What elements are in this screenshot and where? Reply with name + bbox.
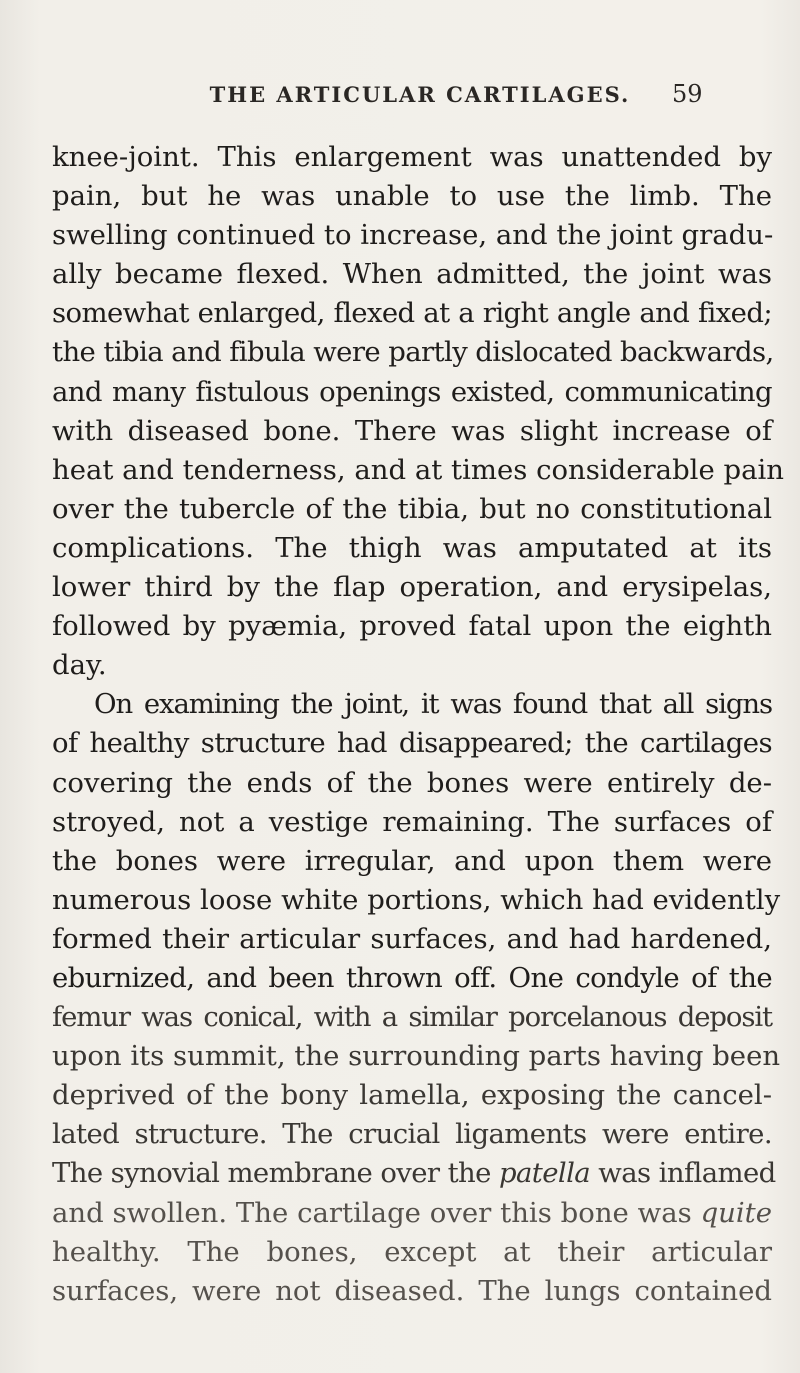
text-line: ally became flexed. When admitted, the joint was [52, 258, 772, 291]
text-line: and many fistulous openings existed, communicating [52, 375, 772, 408]
text-line [52, 1154, 776, 1193]
text-line: swelling continued to increase, and the joint gradu- [52, 219, 774, 252]
text-line: healthy. The bones, except at their articular [52, 1235, 772, 1268]
text-line: complications. The thigh was amputated at its [52, 531, 772, 564]
text-line: surfaces, were not diseased. The lungs contained [52, 1274, 772, 1307]
page-number: 59 [672, 80, 703, 108]
text-line: covering the ends of the bones were entirely de- [52, 766, 772, 799]
text-line: numerous loose white portions, which had evidently [52, 883, 781, 916]
text-line: formed their articular surfaces, and had hardened, [52, 922, 772, 955]
text-line: of healthy structure had disappeared; the cartilages [52, 727, 772, 760]
text-run: was inflamed [590, 1157, 776, 1190]
italic-word: patella [498, 1157, 591, 1190]
text-line [52, 1194, 772, 1233]
text-run: The synovial membrane over the [52, 1157, 499, 1190]
body-text [52, 138, 784, 1311]
text-line: over the tubercle of the tibia, but no constitutional [52, 492, 772, 525]
text-run: and swollen. The cartilage over this bone was [52, 1196, 701, 1229]
text-line: the bones were irregular, and upon them were [52, 844, 772, 877]
text-line: deprived of the bony lamella, exposing the cancel- [52, 1079, 772, 1112]
italic-word: quite [700, 1196, 772, 1229]
text-line: pain, but he was unable to use the limb. The [52, 180, 772, 213]
text-line: eburnized, and been thrown off. One condyle of the [52, 961, 772, 994]
text-line: somewhat enlarged, flexed at a right angle and fixed; [52, 297, 772, 330]
text-line: femur was conical, with a similar porcelanous deposit [52, 1001, 772, 1034]
text-line: knee-joint. This enlargement was unattended by [52, 141, 772, 173]
running-head: THE ARTICULAR CARTILAGES. [209, 82, 631, 107]
text-line: heat and tenderness, and at times considerable pain [52, 453, 784, 486]
text-line: the tibia and fibula were partly dislocated backwards, [52, 336, 774, 369]
text-line: stroyed, not a vestige remaining. The surfaces of [52, 805, 772, 838]
text-line: lated structure. The crucial ligaments were entire. [52, 1118, 772, 1151]
text-line: upon its summit, the surrounding parts having been [52, 1040, 781, 1073]
text-line: lower third by the flap operation, and erysipelas, [52, 571, 772, 604]
paragraph-start-line: On examining the joint, it was found that all signs [94, 688, 772, 721]
text-line: with diseased bone. There was slight increase of [52, 414, 772, 447]
text-line: followed by pyæmia, proved fatal upon the eighth [52, 610, 772, 643]
text-line: day. [52, 649, 107, 682]
